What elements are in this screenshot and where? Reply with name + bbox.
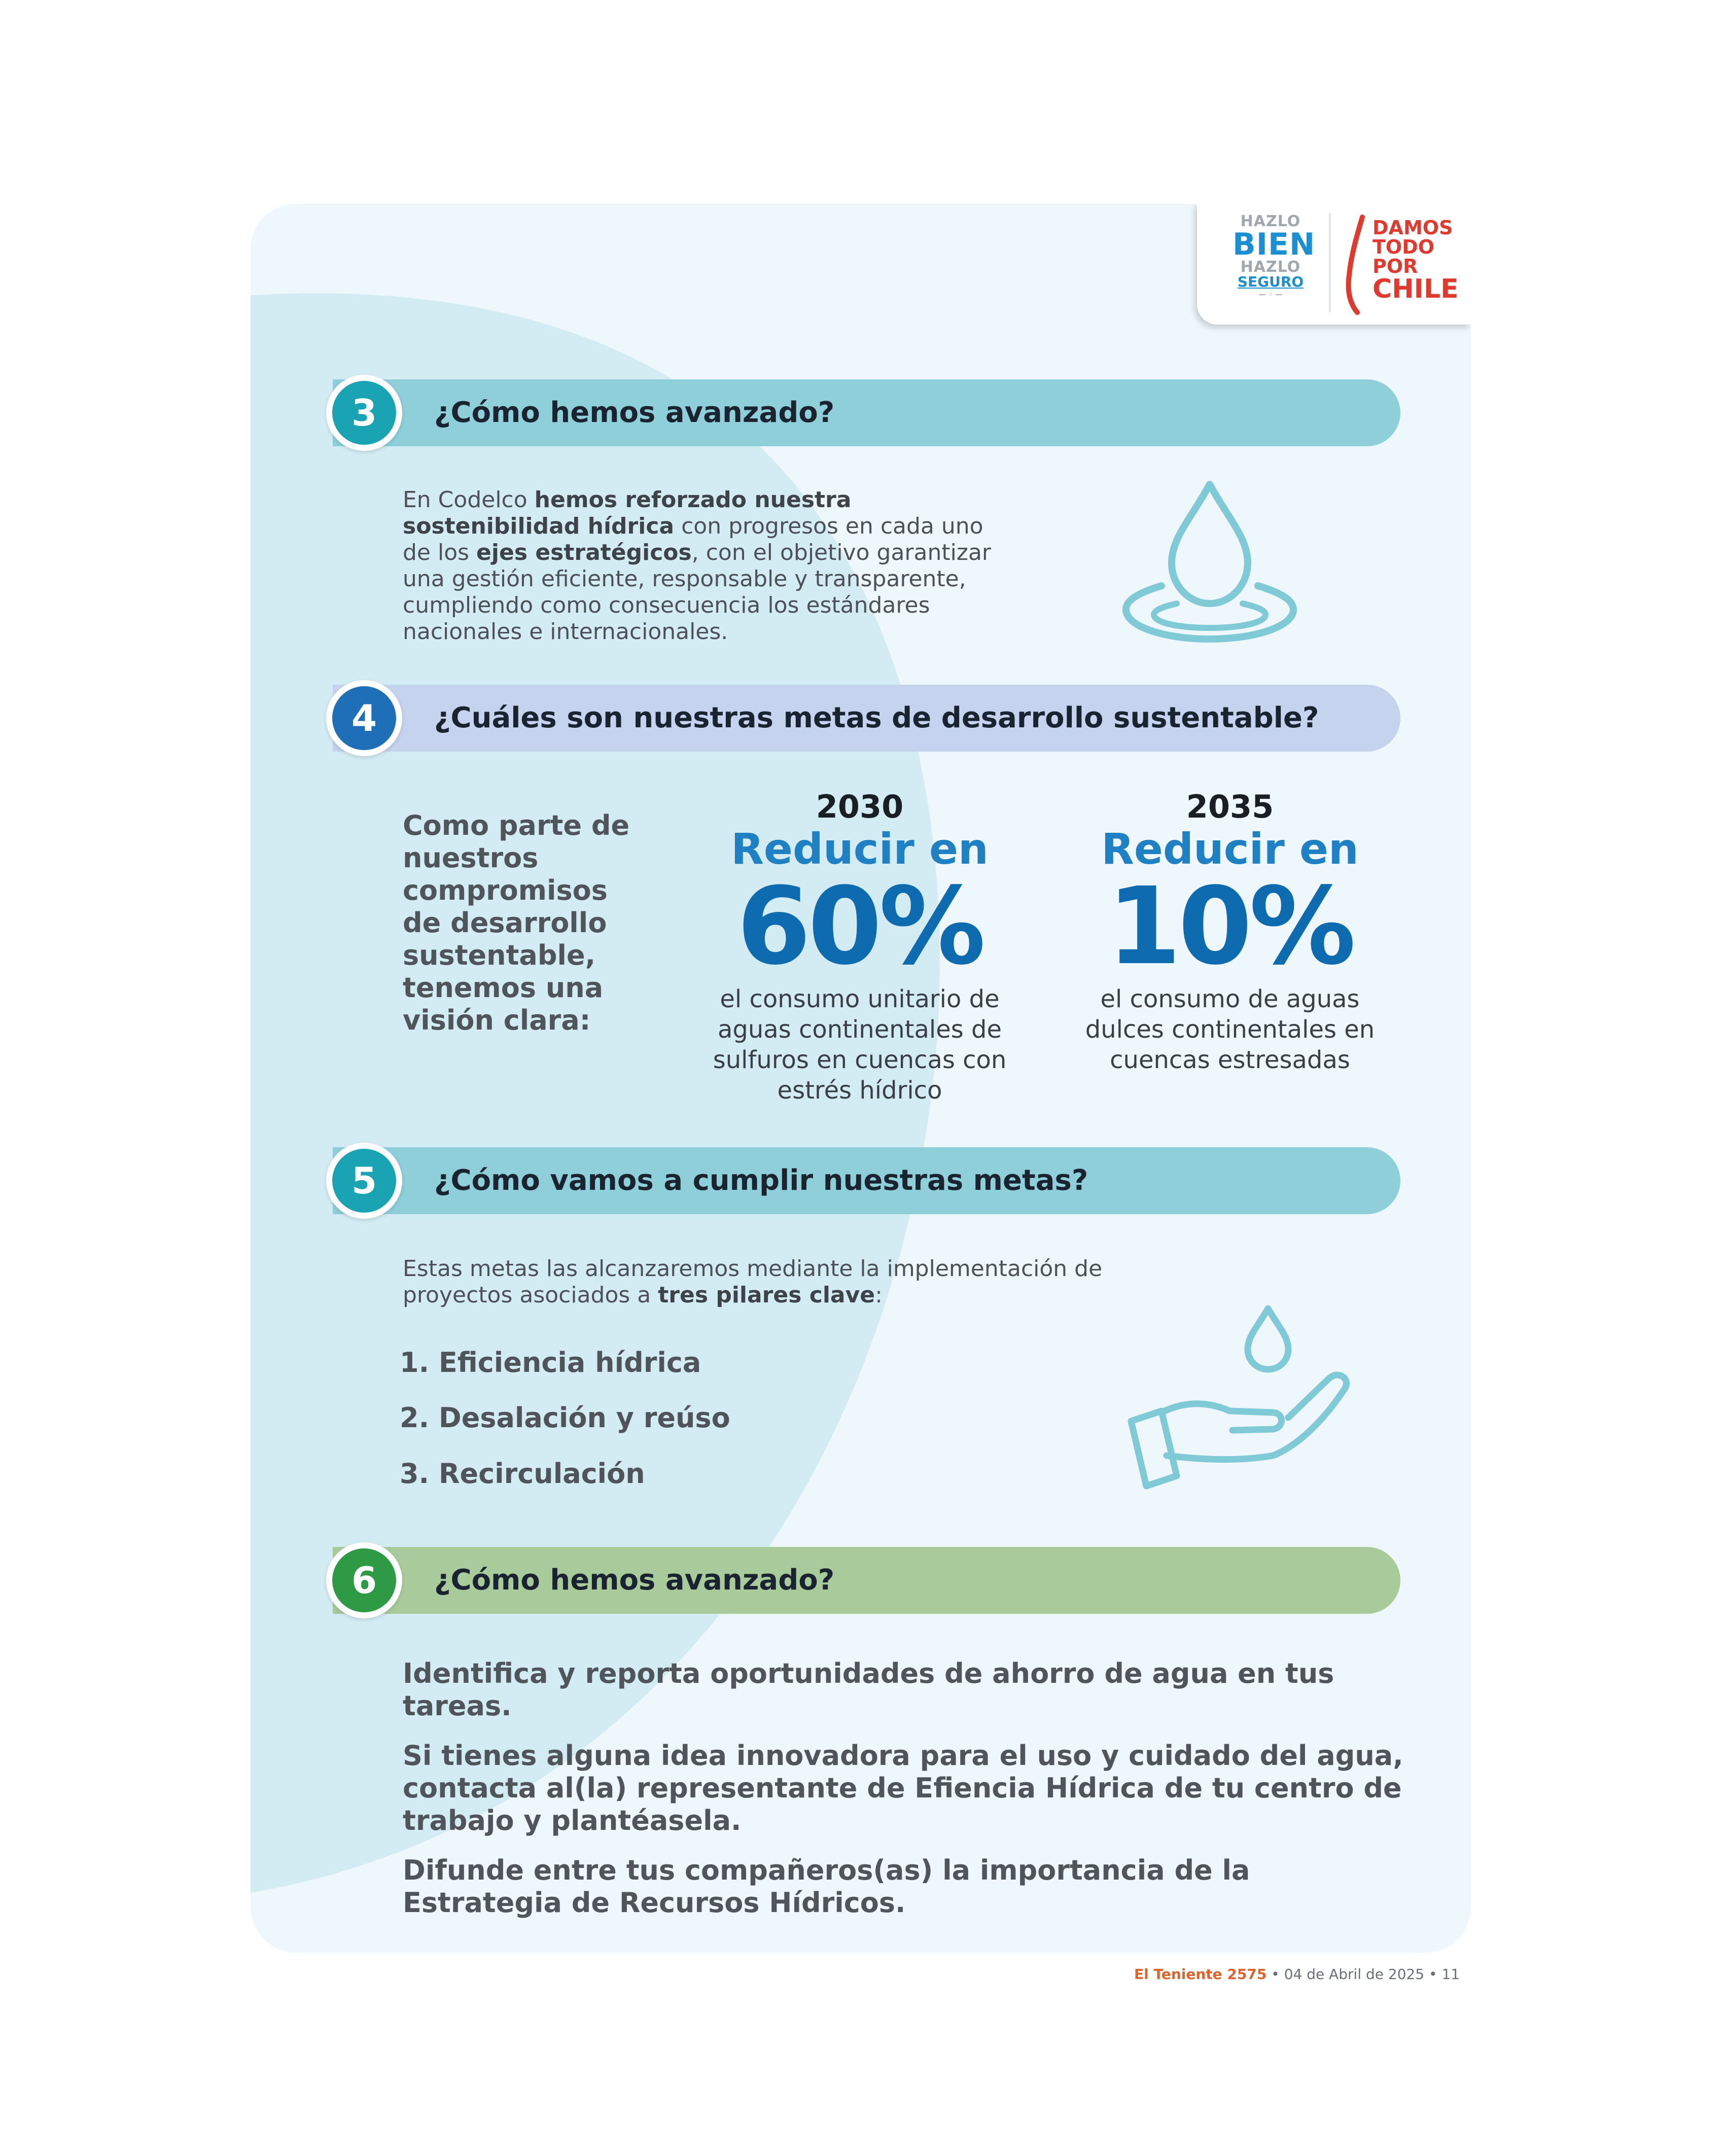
goal-2030 <box>687 789 1032 1106</box>
logo-divider <box>1329 213 1331 312</box>
goal-percent: 60% <box>736 864 983 988</box>
section-4-badge: 4 <box>326 680 402 756</box>
section-5-paragraph: Estas metas las alcanzaremos mediante la implementación de proyectos asociados a tres pilares clave: <box>403 1256 1103 1308</box>
tips-list <box>403 1657 1417 1936</box>
tip-item: Identifica y reporta oportunidades de ahorro de agua en tus tareas. <box>403 1657 1334 1722</box>
section-5-title: ¿Cómo vamos a cumplir nuestras metas? <box>434 1164 1088 1197</box>
publication-name: El Teniente 2575 <box>1134 1966 1267 1983</box>
goal-2035 <box>1058 789 1402 1075</box>
tip-item: Difunde entre tus compañeros(as) la importancia de la Estrategia de Recursos Hídricos. <box>403 1854 1250 1919</box>
goal-year: 2035 <box>1186 788 1274 825</box>
logo-box <box>1197 204 1471 325</box>
hand-water-drop-icon <box>1121 1303 1359 1496</box>
water-drop-ripple-icon <box>1090 477 1329 649</box>
vision-statement: Como parte de nuestros compromisos de desarrollo sustentable, tenemos una visión clara: <box>403 809 630 1036</box>
section-3-badge: 3 <box>326 375 402 451</box>
page-footer: El Teniente 2575 • 04 de Abril de 2025 • 11 <box>1134 1966 1460 1983</box>
section-5-header <box>333 1147 1400 1214</box>
chile-map-icon <box>1342 214 1372 315</box>
section-3-paragraph: En Codelco hemos reforzado nuestra sostenibilidad hídrica con progresos en cada uno de los ejes estratégicos, con el objetivo garantizar una gestión eficiente, responsable y transparente, cumpliendo como consecuencia los estándares nacionales e internacionales. <box>403 487 991 645</box>
pillar-item: 3. Recirculación <box>400 1458 645 1490</box>
section-3-header <box>333 379 1400 446</box>
publication-date: 04 de Abril de 2025 <box>1284 1966 1425 1983</box>
goal-description: el consumo unitario de aguas continentales de sulfuros en cuencas con estrés hídrico <box>713 985 1007 1105</box>
goal-description: el consumo de aguas dulces continentales en cuencas estresadas <box>1085 985 1375 1074</box>
section-6-header <box>333 1547 1400 1614</box>
section-4-title: ¿Cuáles son nuestras metas de desarrollo sustentable? <box>434 701 1319 734</box>
section-5-badge: 5 <box>326 1143 402 1219</box>
goal-percent: 10% <box>1107 864 1353 988</box>
page-number: 11 <box>1441 1966 1460 1983</box>
tip-item: Si tienes alguna idea innovadora para el uso y cuidado del agua, contacta al(la) representante de Efiencia Hídrica de tu centro de trabajo y plantéasela. <box>403 1740 1403 1836</box>
section-4-header <box>333 685 1400 752</box>
pillar-item: 2. Desalación y reúso <box>400 1402 730 1434</box>
damos-todo-por-chile-logo: DAMOS TODO POR CHILE <box>1372 217 1459 304</box>
hazlo-bien-logo: HAZLO BIEN HAZLO SEGURO — ◦ — <box>1232 213 1316 299</box>
goal-action: Reducir en <box>731 824 989 874</box>
section-6-title: ¿Cómo hemos avanzado? <box>434 1564 835 1597</box>
goal-year: 2030 <box>816 788 904 825</box>
section-3-title: ¿Cómo hemos avanzado? <box>434 396 835 429</box>
section-6-badge: 6 <box>326 1542 402 1618</box>
goal-action: Reducir en <box>1101 824 1359 874</box>
pillar-item: 1. Eficiencia hídrica <box>400 1347 701 1379</box>
